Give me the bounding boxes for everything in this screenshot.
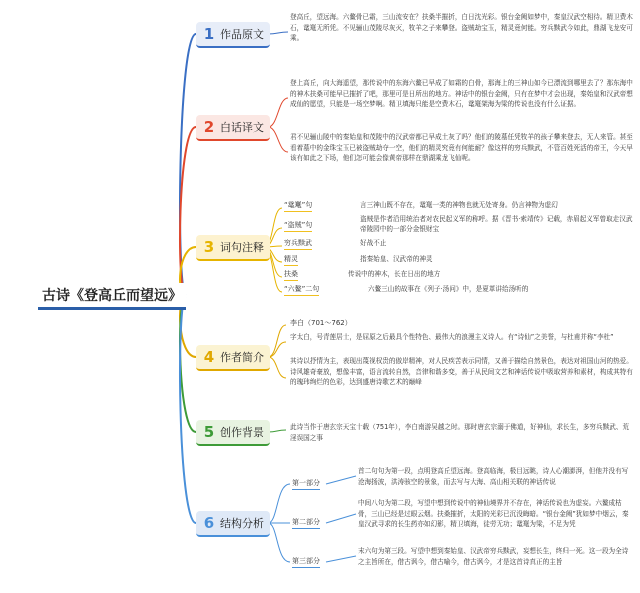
annotation-desc: 盗贼是作者沿用统治者对农民起义军的称呼。据《晋书·索靖传》记载，赤眉起义军曾取走汉武帝陵园中的一部分金银财宝	[360, 215, 633, 233]
branch-number: 6	[203, 514, 215, 532]
annotation-term: 穷兵黩武	[284, 238, 312, 250]
translation-paragraph-1: 登上高丘，向大海遥望，那传说中的东海六鳌已早成了如霜的白骨，那海上的三神山如今已漂流到哪里去了？那东海中的神木扶桑可能早已摧折了吧，那里可是日所出的地方。神话中的银台金阙，只有在梦中才会出现，秦始皇和汉武帝想成仙的愿望，只能是一场空梦啊。精卫填海只能是空费木石，鼋鼍架海为梁的传说也没有什么证据。	[290, 79, 633, 109]
branch-number: 4	[203, 348, 215, 366]
branch-number: 1	[203, 25, 215, 43]
author-intro: 字太白，号青莲居士，是屈原之后最具个性特色、最伟大的浪漫主义诗人。有“诗仙”之美誉，与杜甫并称“李杜”	[290, 333, 614, 341]
branch-background[interactable]	[196, 420, 270, 446]
annotation-term: 精灵	[284, 254, 298, 266]
branch-number: 5	[203, 423, 215, 441]
annotation-desc: 好战不止	[360, 239, 387, 247]
annotation-desc: 六鳌三山的故事在《列子·汤问》中，是夏革讲给汤听的	[368, 285, 529, 293]
branch-structure[interactable]	[196, 511, 270, 537]
branch-label: 结构分析	[220, 517, 264, 530]
structure-part-label: 第二部分	[292, 517, 320, 529]
translation-paragraph-2: 君不见骊山陵中的秦始皇和茂陵中的汉武帝都已早成土灰了吗？他们的陵墓任凭牧羊的孩子攀来登去，无人来管。甚至看着墓中的金珠宝玉已被盗贼劫夺一空，他们的精灵究竟有何能耐？像这样的穷兵黩武，不管百姓死活的帝王，今天早该有如此之下场，他们怎可能会像黄帝那样在鼎湖乘龙飞仙呢。	[290, 133, 633, 163]
annotation-term: “六鳌”二句	[284, 284, 319, 296]
annotation-desc: 指秦始皇、汉武帝的神灵	[360, 255, 433, 263]
branch-label: 作者简介	[220, 351, 264, 364]
original-poem-text: 登高丘，望远海。六鳌骨已霜，三山流安在？扶桑半摧折，白日沈光彩。银台金阙如梦中，秦皇汉武空相待。精卫费木石，鼋鼍无所凭。不见骊山茂陵尽灰灭，牧羊之子来攀登。盗贼劫宝玉，精灵竟何能。穷兵黩武今如此，鼎湖飞龙安可乘。	[290, 13, 633, 43]
annotation-term: 扶桑	[284, 269, 298, 281]
structure-part-desc: 中间八句为第二段，写望中想到传说中的神仙境界并不存在，神话传说也为虚妄。六鳌成枯骨，三山已经是过眼云烟。扶桑摧折，太阳的光彩已沉没晦暗。“银台金阙”犹如梦中烟云，秦皇汉武寻求的长生药亦如幻影，精卫填海，徒劳无功；鼋鼍为梁，不足为凭	[358, 499, 629, 529]
branch-label: 作品原文	[220, 28, 264, 41]
structure-part-desc: 首二句句为第一段，点明登高丘望远海。登高临海，极目远眺，诗人心潮澎湃，但他并没有写沧海扬波，洪涛骇空的景象，而去写与大海、高山相关联的神话传说	[358, 467, 629, 486]
creation-background-text: 此诗当作于唐玄宗天宝十载（751年），李白南游吴越之时。那时唐玄宗溺于佛道，好神仙，求长生，多穷兵黩武、荒淫误国之事	[290, 423, 629, 442]
branch-translation[interactable]	[196, 115, 270, 141]
branch-author[interactable]	[196, 345, 270, 371]
structure-part-desc: 末六句为第三段。写望中想到秦始皇、汉武帝穷兵黩武，妄想长生，终归一死。这一段为全诗之主旨所在，借古讽今，借古喻今，借古讽今，才是这首诗真正的主旨	[358, 547, 629, 566]
structure-part-label: 第三部分	[292, 556, 320, 568]
branch-annotations[interactable]	[196, 235, 270, 261]
author-style: 其诗以抒情为主，表现出蔑视权贵的傲岸精神，对人民疾苦表示同情，又善于描绘自然景色，表达对祖国山河的热爱。诗风雄奇豪放，想像丰富，语言流转自然，音律和谐多变，善于从民间文艺和神话传说中吸取营养和素材，构成其特有的瑰玮绚烂的色彩，达到盛唐诗歌艺术的巅峰	[290, 357, 633, 387]
branch-number: 2	[203, 118, 215, 136]
branch-original-text[interactable]	[196, 22, 270, 48]
annotation-desc: 言三神山既不存在，鼋鼍一类的神物也就无处寄身。仍言神物为虚幻	[360, 201, 558, 209]
branch-label: 创作背景	[220, 426, 264, 439]
annotation-term: “鼋鼍”句	[284, 200, 312, 212]
annotation-desc: 传说中的神木，长在日出的地方	[348, 270, 441, 278]
author-name: 李白（701～762）	[290, 319, 352, 327]
structure-part-label: 第一部分	[292, 478, 320, 490]
branch-label: 白话译文	[220, 121, 264, 134]
mindmap-root-title: 古诗《登高丘而望远》	[38, 283, 186, 310]
branch-label: 词句注释	[220, 241, 264, 254]
annotation-term: “盗贼”句	[284, 220, 312, 232]
branch-number: 3	[203, 238, 215, 256]
